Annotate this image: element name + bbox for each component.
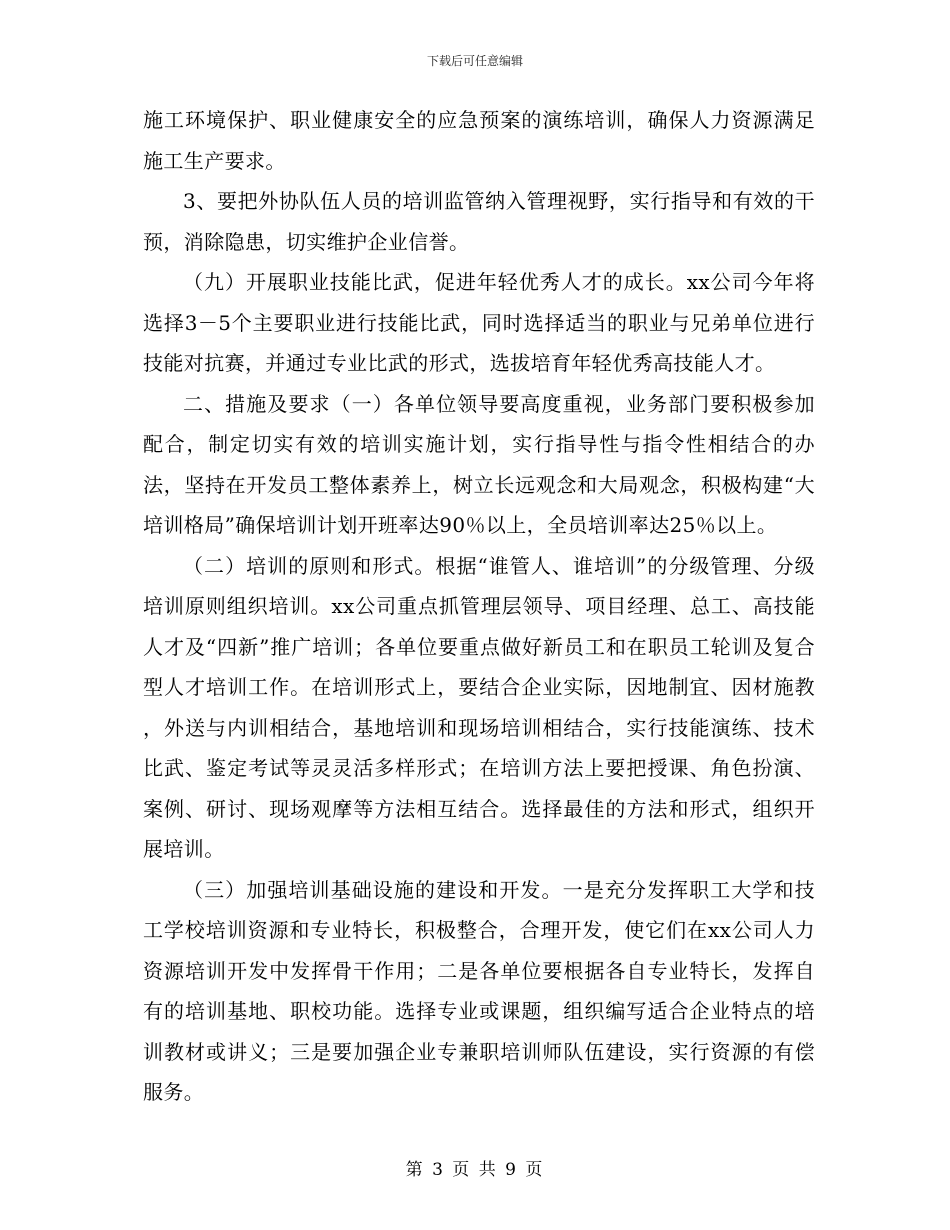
paragraph: （二）培训的原则和形式。根据“谁管人、谁培训”的分级管理、分级培训原则组织培训。xx公司重点抓管理层领导、项目经理、总工、高技能人才及“四新”推广培训；各单位要重点做好新员工和在职员工轮训及复合型人才培训工作。在培训形式上，要结合企业实际，因地制宜、因材施教 ，外送与内训相结合，基地培训和现场培训相结合，实行技能演练、技术比武、鉴定考试等灵灵活多样形式；在培训方法上要把授课、角色扮演、案例、研讨、现场观摩等方法相互结合。选择最佳的方法和形式，组织开展培训。	[143, 553, 815, 861]
page-header: 下载后可任意编辑	[426, 54, 523, 68]
paragraph: （九）开展职业技能比武，促进年轻优秀人才的成长。xx公司今年将选择3－5个主要职业进行技能比武，同时选择适当的职业与兄弟单位进行技能对抗赛，并通过专业比武的形式，选拔培育年轻优秀高技能人才。	[143, 270, 815, 375]
paragraph: 施工环境保护、职业健康安全的应急预案的演练培训，确保人力资源满足施工生产要求。	[143, 108, 815, 173]
document-body	[143, 100, 815, 1113]
paragraph: 3、要把外协队伍人员的培训监管纳入管理视野，实行指导和有效的干预，消除隐患，切实维护企业信誉。	[143, 189, 815, 254]
paragraph: （三）加强培训基础设施的建设和开发。一是充分发挥职工大学和技工学校培训资源和专业特长，积极整合，合理开发，使它们在xx公司人力资源培训开发中发挥骨干作用；二是各单位要根据各自专业特长，发挥自有的培训基地、职校功能。选择专业或课题，组织编写适合企业特点的培训教材或讲义；三是要加强企业专兼职培训师队伍建设，实行资源的有偿服务。	[143, 877, 815, 1104]
paragraph: 二、措施及要求（一）各单位领导要高度重视，业务部门要积极参加配合，制定切实有效的培训实施计划，实行指导性与指令性相结合的办法，坚持在开发员工整体素养上，树立长远观念和大局观念，积极构建“大培训格局”确保培训计划开班率达90％以上，全员培训率达25％以上。	[143, 391, 815, 537]
page-footer: 第 3 页 共 9 页	[405, 1160, 545, 1180]
